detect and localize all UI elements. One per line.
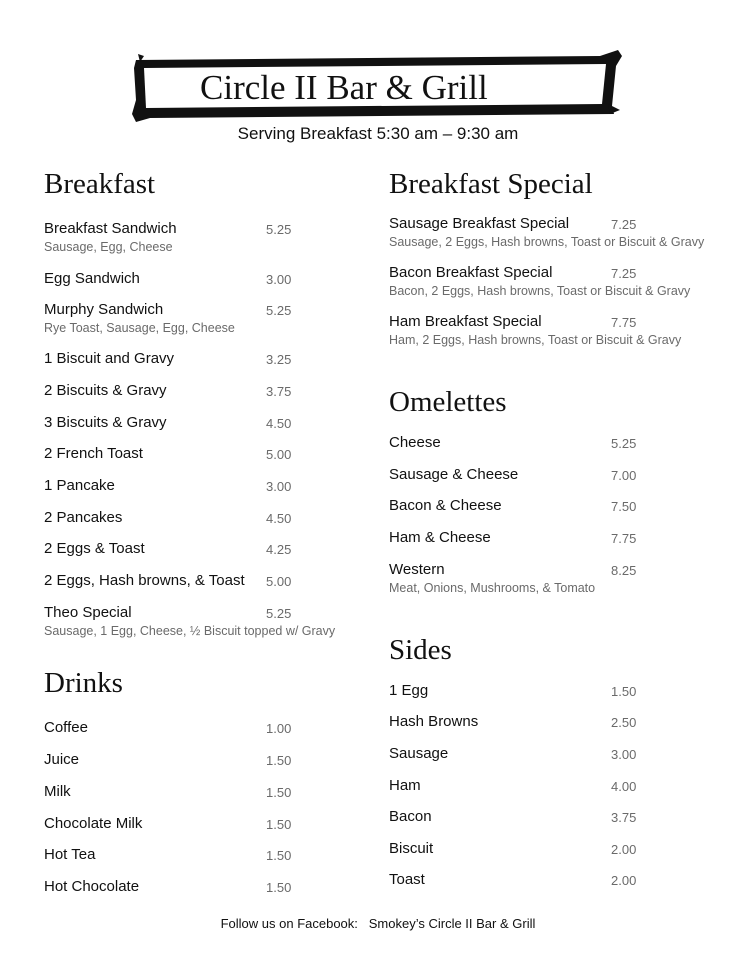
item-price: 7.75: [611, 315, 637, 330]
item-name: 1 Egg: [389, 682, 429, 699]
item-price: 4.25: [266, 542, 292, 557]
item-name: Biscuit: [389, 840, 434, 857]
item-price: 3.75: [266, 384, 292, 399]
item-price: 7.00: [611, 468, 637, 483]
page-title: Circle II Bar & Grill: [200, 68, 488, 107]
item-price: 1.50: [266, 848, 292, 863]
item-price: 2.00: [611, 842, 637, 857]
item-name: Toast: [389, 871, 425, 888]
item-price: 5.00: [266, 447, 292, 462]
item-price: 5.25: [266, 303, 292, 318]
item-price: 3.00: [266, 479, 292, 494]
facebook-footer: Follow us on Facebook: Smokey’s Circle II Bar & Grill: [220, 916, 536, 931]
item-name: 2 French Toast: [44, 445, 143, 462]
item-price: 3.00: [611, 747, 637, 762]
sides-heading: Sides: [389, 634, 452, 666]
omelettes-heading: Omelettes: [389, 386, 507, 418]
item-name: Bacon: [389, 808, 432, 825]
item-description: Rye Toast, Sausage, Egg, Cheese: [44, 321, 235, 335]
item-description: Sausage, 2 Eggs, Hash browns, Toast or Biscuit & Gravy: [389, 235, 705, 249]
item-price: 4.50: [266, 511, 292, 526]
breakfast-heading: Breakfast: [44, 168, 156, 200]
item-name: Sausage & Cheese: [389, 466, 519, 483]
item-name: Cheese: [389, 434, 441, 451]
item-name: Ham & Cheese: [389, 529, 491, 546]
item-name: Ham: [389, 777, 421, 794]
item-description: Sausage, Egg, Cheese: [44, 240, 173, 254]
item-name: Bacon Breakfast Special: [389, 264, 553, 281]
item-name: Murphy Sandwich: [44, 301, 164, 318]
item-price: 2.50: [611, 715, 637, 730]
item-price: 1.50: [611, 684, 637, 699]
item-price: 1.50: [266, 817, 292, 832]
item-name: 2 Eggs, Hash browns, & Toast: [44, 572, 245, 589]
item-price: 8.25: [611, 563, 637, 578]
item-name: 2 Eggs & Toast: [44, 540, 145, 557]
item-name: Western: [389, 561, 445, 578]
item-name: Egg Sandwich: [44, 270, 140, 287]
item-price: 3.75: [611, 810, 637, 825]
item-description: Meat, Onions, Mushrooms, & Tomato: [389, 581, 596, 595]
item-name: Coffee: [44, 719, 88, 736]
item-price: 1.50: [266, 880, 292, 895]
item-description: Ham, 2 Eggs, Hash browns, Toast or Biscuit & Gravy: [389, 333, 682, 347]
item-name: 1 Pancake: [44, 477, 115, 494]
item-name: 2 Pancakes: [44, 509, 123, 526]
item-price: 5.00: [266, 574, 292, 589]
item-name: Juice: [44, 751, 80, 768]
item-price: 7.25: [611, 217, 637, 232]
item-price: 5.25: [611, 436, 637, 451]
item-name: Sausage: [389, 745, 449, 762]
item-price: 1.00: [266, 721, 292, 736]
serving-hours: Serving Breakfast 5:30 am – 9:30 am: [237, 124, 519, 143]
item-name: Sausage Breakfast Special: [389, 215, 570, 232]
item-price: 1.50: [266, 753, 292, 768]
item-price: 7.50: [611, 499, 637, 514]
item-price: 3.25: [266, 352, 292, 367]
item-price: 7.25: [611, 266, 637, 281]
drinks-heading: Drinks: [44, 667, 123, 699]
item-price: 3.00: [266, 272, 292, 287]
item-name: Ham Breakfast Special: [389, 313, 542, 330]
item-name: 3 Biscuits & Gravy: [44, 414, 167, 431]
item-name: 1 Biscuit and Gravy: [44, 350, 175, 367]
item-price: 7.75: [611, 531, 637, 546]
item-price: 5.25: [266, 222, 292, 237]
item-name: Bacon & Cheese: [389, 497, 502, 514]
item-name: Theo Special: [44, 604, 132, 621]
item-description: Bacon, 2 Eggs, Hash browns, Toast or Biscuit & Gravy: [389, 284, 691, 298]
item-name: Breakfast Sandwich: [44, 220, 177, 237]
breakfast-special-heading: Breakfast Special: [389, 168, 593, 200]
item-name: Milk: [44, 783, 71, 800]
item-name: Chocolate Milk: [44, 815, 143, 832]
item-price: 2.00: [611, 873, 637, 888]
item-name: Hot Chocolate: [44, 878, 140, 895]
item-description: Sausage, 1 Egg, Cheese, ½ Biscuit topped w/ Gravy: [44, 624, 336, 638]
item-name: Hot Tea: [44, 846, 96, 863]
item-name: 2 Biscuits & Gravy: [44, 382, 167, 399]
item-price: 4.00: [611, 779, 637, 794]
item-name: Hash Browns: [389, 713, 479, 730]
item-price: 4.50: [266, 416, 292, 431]
item-price: 1.50: [266, 785, 292, 800]
item-price: 5.25: [266, 606, 292, 621]
